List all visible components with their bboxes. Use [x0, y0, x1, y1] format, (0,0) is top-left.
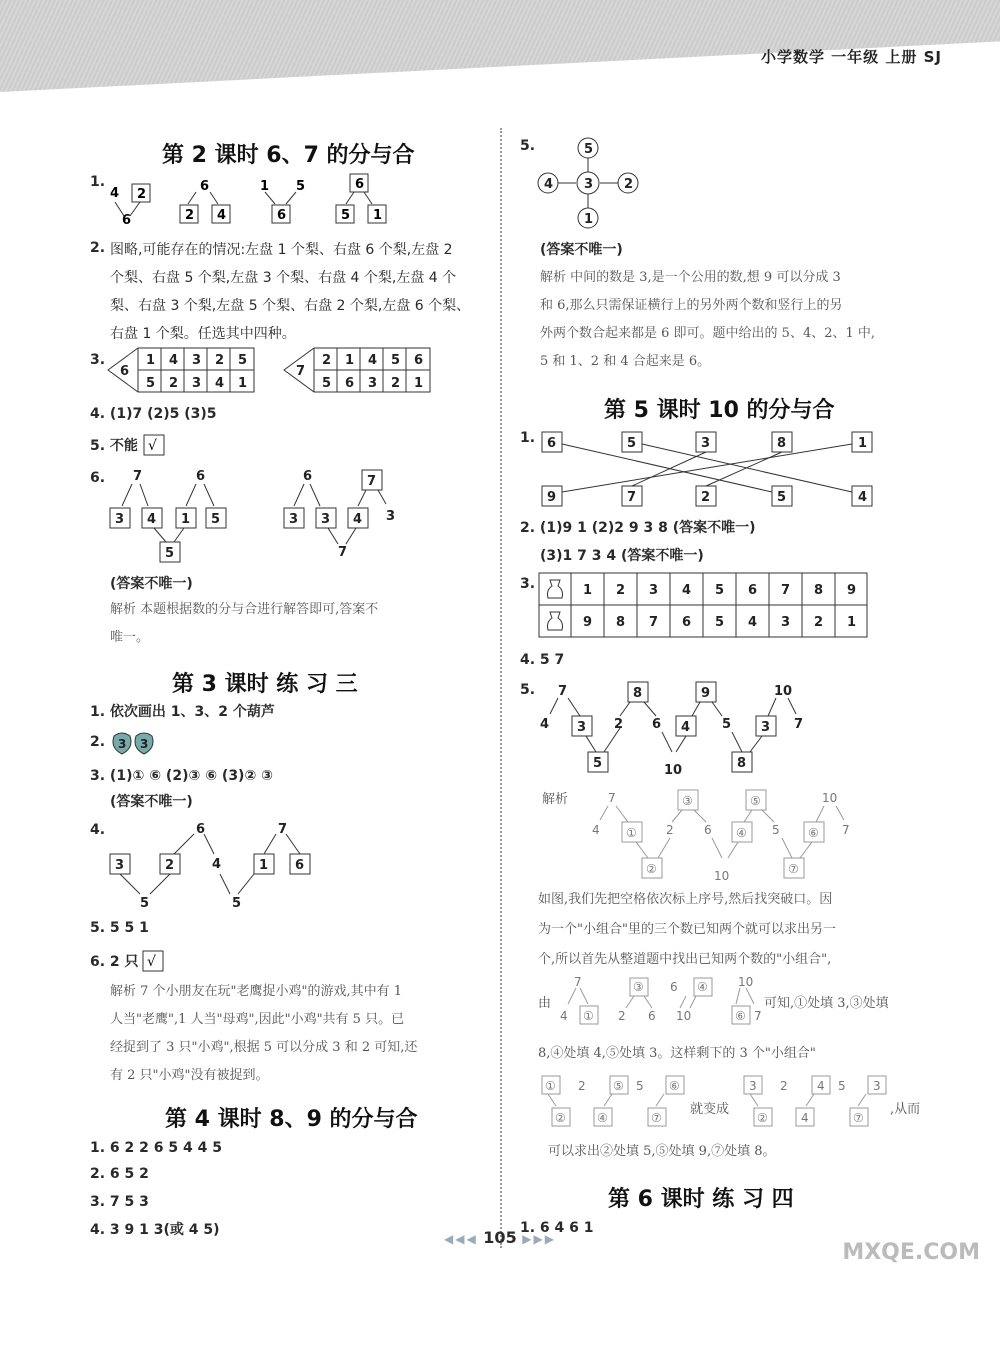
- lesson4-line4: 4. 3 9 1 3(或 4 5): [90, 1222, 220, 1238]
- lesson5-q3-number: 3.: [520, 576, 536, 592]
- svg-text:⑦: ⑦: [788, 862, 799, 876]
- svg-text:5: 5: [584, 142, 594, 157]
- svg-text:6: 6: [345, 376, 355, 391]
- svg-text:5: 5: [593, 756, 603, 771]
- svg-text:2: 2: [215, 353, 225, 368]
- svg-text:10: 10: [774, 684, 793, 699]
- header-text: 小学数学 一年级 上册 SJ: [760, 48, 942, 66]
- lesson5-q3-table: [538, 572, 870, 640]
- svg-text:9: 9: [701, 686, 711, 701]
- svg-text:②: ②: [646, 862, 657, 876]
- page-number: 105: [483, 1228, 517, 1247]
- lesson3-analysis-2: 人当"老鹰",1 人当"母鸡",因此"小鸡"共有 5 只。已: [110, 1012, 405, 1027]
- lesson4-line2: 2. 6 5 2: [90, 1166, 149, 1182]
- svg-text:2: 2: [780, 1079, 788, 1093]
- svg-text:6: 6: [652, 717, 662, 732]
- svg-text:1: 1: [858, 436, 868, 451]
- svg-text:6: 6: [547, 436, 557, 451]
- svg-text:2: 2: [322, 353, 332, 368]
- lesson5-para-3: 个,所以首先从整道题中找出已知两个数的"小组合",: [538, 952, 832, 967]
- svg-text:3: 3: [873, 1079, 881, 1093]
- lesson2-q2-line1: 图略,可能存在的情况:左盘 1 个梨、右盘 6 个梨,左盘 2: [110, 242, 453, 258]
- svg-text:①: ①: [545, 1079, 556, 1093]
- svg-text:8: 8: [737, 756, 747, 771]
- svg-text:7: 7: [842, 823, 850, 837]
- svg-text:1: 1: [414, 376, 424, 391]
- lesson5-mid3: ,从而: [890, 1102, 921, 1117]
- svg-text:5: 5: [722, 717, 732, 732]
- svg-text:③: ③: [633, 980, 644, 994]
- svg-text:3: 3: [118, 737, 127, 751]
- lesson3-q1: 1. 依次画出 1、3、2 个葫芦: [90, 704, 275, 720]
- check-icon-2: [142, 950, 164, 972]
- svg-text:4: 4: [110, 186, 120, 201]
- svg-text:8: 8: [777, 436, 787, 451]
- svg-text:3: 3: [115, 858, 125, 873]
- svg-text:①: ①: [626, 826, 637, 840]
- svg-text:④: ④: [736, 826, 747, 840]
- lesson4-title: 第 4 课时 8、9 的分与合: [165, 1107, 418, 1132]
- lesson2-note: (答案不唯一): [110, 576, 193, 592]
- svg-text:6: 6: [303, 469, 313, 484]
- lesson5-para-1: 如图,我们先把空格依次标上序号,然后找突破口。因: [538, 892, 833, 907]
- svg-text:2: 2: [578, 1079, 586, 1093]
- svg-text:1: 1: [146, 353, 156, 368]
- svg-text:10: 10: [714, 869, 730, 882]
- svg-text:4: 4: [801, 1111, 809, 1125]
- svg-text:③: ③: [682, 794, 693, 808]
- svg-text:10: 10: [738, 975, 754, 989]
- svg-text:5: 5: [777, 490, 787, 505]
- lesson5-q1-matching: [536, 426, 886, 510]
- svg-text:3: 3: [749, 1079, 757, 1093]
- svg-text:4: 4: [858, 490, 868, 505]
- table-cell: 6: [748, 583, 758, 598]
- table-cell: 6: [682, 615, 692, 630]
- svg-text:⑤: ⑤: [613, 1079, 624, 1093]
- svg-text:⑥: ⑥: [735, 1009, 746, 1023]
- lesson2-analysis-1: 解析 本题根据数的分与合进行解答即可,答案不: [110, 602, 379, 617]
- check-icon: [143, 434, 165, 456]
- remaining-groups-after: [740, 1072, 890, 1134]
- watermark: MXQE.COM: [842, 1240, 980, 1265]
- svg-text:7: 7: [608, 791, 616, 805]
- svg-text:7: 7: [133, 469, 143, 484]
- svg-text:1: 1: [584, 212, 594, 227]
- svg-text:3: 3: [701, 436, 711, 451]
- table-cell: 8: [814, 583, 824, 598]
- lesson4-line3: 3. 7 5 3: [90, 1194, 149, 1210]
- svg-text:5: 5: [322, 376, 332, 391]
- svg-text:10: 10: [822, 791, 838, 805]
- table-cell: 9: [847, 583, 857, 598]
- svg-text:5: 5: [772, 823, 780, 837]
- lesson5-para-4: 由: [538, 996, 552, 1011]
- next-arrows-icon: ▶▶▶: [522, 1232, 556, 1246]
- svg-text:7: 7: [278, 822, 288, 837]
- lesson5-para-2: 为一个"小组合"里的三个数已知两个就可以求出另一: [538, 922, 836, 937]
- lesson5-q5-diagram: [536, 678, 826, 776]
- svg-text:6: 6: [355, 177, 365, 192]
- table-cell: 5: [715, 615, 725, 630]
- svg-text:6: 6: [295, 858, 305, 873]
- svg-text:7: 7: [296, 364, 306, 379]
- svg-text:10: 10: [676, 1009, 692, 1023]
- lesson5-q5-number: 5.: [520, 682, 536, 698]
- svg-text:2: 2: [614, 717, 624, 732]
- svg-text:6: 6: [414, 353, 424, 368]
- column-divider: [500, 128, 502, 1248]
- svg-text:2: 2: [169, 376, 179, 391]
- right-analysis-3: 外两个数合起来都是 6 即可。题中给出的 5、4、2、1 中,: [540, 326, 876, 341]
- svg-text:⑥: ⑥: [669, 1079, 680, 1093]
- lesson3-q6: 6. 2 只: [90, 954, 139, 970]
- lesson2-q3-houses: [104, 346, 444, 396]
- svg-text:8: 8: [633, 686, 643, 701]
- table-cell: 5: [715, 583, 725, 598]
- q3-number: 3.: [90, 352, 106, 368]
- svg-text:5: 5: [232, 896, 242, 910]
- lesson3-note: (答案不唯一): [110, 794, 193, 810]
- svg-text:7: 7: [794, 717, 804, 732]
- svg-text:3: 3: [321, 512, 331, 527]
- strawberry-icon: [110, 728, 162, 756]
- remaining-groups-before: [538, 1072, 688, 1134]
- table-cell: 4: [748, 615, 758, 630]
- lesson3-q4-number: 4.: [90, 822, 106, 838]
- svg-text:3: 3: [577, 720, 587, 735]
- lesson5-analysis-diagram: [586, 786, 876, 882]
- svg-text:1: 1: [181, 512, 191, 527]
- q2-number: 2.: [90, 240, 106, 256]
- svg-text:6: 6: [200, 179, 210, 194]
- table-cell: 4: [682, 583, 692, 598]
- svg-text:5: 5: [165, 546, 175, 561]
- svg-text:5: 5: [238, 353, 248, 368]
- right-note: (答案不唯一): [540, 242, 623, 258]
- svg-text:9: 9: [547, 490, 557, 505]
- table-cell: 2: [814, 615, 824, 630]
- svg-text:3: 3: [192, 376, 202, 391]
- svg-text:4: 4: [212, 857, 222, 872]
- svg-text:6: 6: [670, 980, 678, 994]
- lesson5-title: 第 5 课时 10 的分与合: [604, 398, 835, 423]
- svg-text:5: 5: [140, 896, 150, 910]
- svg-text:7: 7: [558, 684, 568, 699]
- svg-text:5: 5: [391, 353, 401, 368]
- svg-text:4: 4: [540, 717, 550, 732]
- small-combinations: [556, 974, 772, 1032]
- svg-text:4: 4: [217, 208, 227, 223]
- lesson3-title: 第 3 课时 练 习 三: [172, 672, 358, 697]
- lesson3-analysis-4: 有 2 只"小鸡"没有被捉到。: [110, 1068, 269, 1083]
- table-cell: 3: [649, 583, 659, 598]
- svg-text:2: 2: [165, 858, 175, 873]
- table-cell: 9: [583, 615, 593, 630]
- lesson5-mid1: 可知,①处填 3,③处填: [764, 996, 889, 1011]
- lesson5-para-5: 8,④处填 4,⑤处填 3。这样剩下的 3 个"小组合": [538, 1046, 816, 1061]
- svg-text:②: ②: [555, 1111, 566, 1125]
- table-cell: 7: [649, 615, 659, 630]
- table-cell: 7: [781, 583, 791, 598]
- svg-text:7: 7: [574, 975, 582, 989]
- svg-text:4: 4: [169, 353, 179, 368]
- lesson3-q4-diagram: [104, 818, 334, 910]
- svg-text:⑦: ⑦: [651, 1111, 662, 1125]
- table-cell: 3: [781, 615, 791, 630]
- lesson5-q1-number: 1.: [520, 430, 536, 446]
- svg-text:⑦: ⑦: [853, 1111, 864, 1125]
- svg-text:7: 7: [367, 474, 377, 489]
- svg-text:⑥: ⑥: [808, 826, 819, 840]
- svg-text:3: 3: [584, 177, 594, 192]
- svg-text:√: √: [147, 954, 156, 970]
- lesson6-line: 1. 6 4 6 1: [520, 1220, 594, 1236]
- table-cell: 8: [616, 615, 626, 630]
- lesson2-q2-line4: 右盘 1 个梨。任选其中四种。: [110, 326, 296, 342]
- svg-text:3: 3: [761, 720, 771, 735]
- svg-text:5: 5: [838, 1079, 846, 1093]
- lesson2-analysis-2: 唯一。: [110, 630, 150, 645]
- svg-text:4: 4: [544, 177, 554, 192]
- lesson2-q1-diagram: [100, 172, 400, 230]
- prev-arrows-icon: ◀◀◀: [444, 1232, 478, 1246]
- svg-text:6: 6: [704, 823, 712, 837]
- svg-text:2: 2: [666, 823, 674, 837]
- lesson2-q4: 4. (1)7 (2)5 (3)5: [90, 406, 217, 422]
- svg-text:6: 6: [196, 469, 206, 484]
- lesson3-q2-number: 2.: [90, 734, 106, 750]
- table-cell: 1: [583, 583, 593, 598]
- svg-text:3: 3: [289, 512, 299, 527]
- lesson5-q2b: (3)1 7 3 4 (答案不唯一): [540, 548, 704, 564]
- lesson6-title: 第 6 课时 练 习 四: [608, 1187, 794, 1212]
- svg-text:5: 5: [627, 436, 637, 451]
- svg-text:6: 6: [277, 208, 287, 223]
- cross-diagram: [536, 136, 640, 232]
- svg-text:6: 6: [120, 364, 130, 379]
- svg-text:②: ②: [757, 1111, 768, 1125]
- svg-text:2: 2: [137, 187, 147, 202]
- svg-text:1: 1: [238, 376, 248, 391]
- svg-text:4: 4: [147, 512, 157, 527]
- svg-text:√: √: [148, 438, 157, 454]
- right-q5-number: 5.: [520, 138, 536, 154]
- lesson5-mid2: 就变成: [690, 1102, 730, 1117]
- table-cell: 2: [616, 583, 626, 598]
- table-cell: 1: [847, 615, 857, 630]
- lesson5-q2a: 2. (1)9 1 (2)2 9 3 8 (答案不唯一): [520, 520, 756, 536]
- svg-text:3: 3: [192, 353, 202, 368]
- svg-text:7: 7: [338, 545, 348, 560]
- svg-text:5: 5: [636, 1079, 644, 1093]
- svg-text:1: 1: [345, 353, 355, 368]
- svg-text:5: 5: [146, 376, 156, 391]
- lesson2-q2-line3: 梨、右盘 3 个梨,左盘 5 个梨、右盘 2 个梨,左盘 6 个梨、: [110, 298, 471, 314]
- right-analysis-4: 5 和 1、2 和 4 合起来是 6。: [540, 354, 711, 369]
- svg-text:1: 1: [260, 179, 270, 194]
- svg-text:10: 10: [664, 763, 683, 776]
- svg-text:④: ④: [597, 1111, 608, 1125]
- q1-number: 1.: [90, 174, 106, 190]
- q6-number: 6.: [90, 470, 106, 486]
- svg-text:7: 7: [627, 490, 637, 505]
- svg-text:6: 6: [648, 1009, 656, 1023]
- lesson2-q6-diagram: [100, 468, 420, 568]
- svg-text:4: 4: [215, 376, 225, 391]
- svg-text:4: 4: [353, 512, 363, 527]
- right-analysis-1: 解析 中间的数是 3,是一个公用的数,想 9 可以分成 3: [540, 270, 841, 285]
- svg-text:6: 6: [122, 213, 132, 228]
- svg-text:3: 3: [368, 376, 378, 391]
- svg-text:④: ④: [697, 980, 708, 994]
- svg-text:⑤: ⑤: [750, 794, 761, 808]
- svg-text:3: 3: [115, 512, 125, 527]
- lesson3-analysis-3: 经捉到了 3 只"小鸡",根据 5 可以分成 3 和 2 可知,还: [110, 1040, 418, 1055]
- svg-text:①: ①: [583, 1009, 594, 1023]
- svg-text:5: 5: [211, 512, 221, 527]
- svg-text:4: 4: [817, 1079, 825, 1093]
- svg-text:2: 2: [624, 177, 634, 192]
- svg-text:5: 5: [341, 208, 351, 223]
- lesson2-q5: 5. 不能: [90, 438, 138, 454]
- svg-text:1: 1: [259, 858, 269, 873]
- svg-text:4: 4: [560, 1009, 568, 1023]
- svg-text:7: 7: [754, 1009, 762, 1023]
- lesson2-q2-line2: 个梨、右盘 5 个梨,左盘 3 个梨、右盘 4 个梨,左盘 4 个: [110, 270, 457, 286]
- svg-text:6: 6: [196, 822, 206, 837]
- lesson4-line1: 1. 6 2 2 6 5 4 4 5: [90, 1140, 222, 1156]
- svg-text:3: 3: [386, 509, 396, 524]
- lesson5-para-6: 可以求出②处填 5,⑤处填 9,⑦处填 8。: [548, 1144, 776, 1159]
- svg-text:2: 2: [618, 1009, 626, 1023]
- svg-text:4: 4: [368, 353, 378, 368]
- svg-text:5: 5: [296, 179, 306, 194]
- svg-text:2: 2: [391, 376, 401, 391]
- svg-text:2: 2: [701, 490, 711, 505]
- lesson3-q3: 3. (1)① ⑥ (2)③ ⑥ (3)② ③: [90, 768, 274, 784]
- lesson3-q5: 5. 5 5 1: [90, 920, 149, 936]
- svg-text:4: 4: [592, 823, 600, 837]
- lesson2-title: 第 2 课时 6、7 的分与合: [162, 143, 415, 168]
- lesson5-analysis-label: 解析: [542, 792, 569, 807]
- svg-text:3: 3: [140, 737, 149, 751]
- lesson5-q4: 4. 5 7: [520, 652, 565, 668]
- lesson3-analysis-1: 解析 7 个小朋友在玩"老鹰捉小鸡"的游戏,其中有 1: [110, 984, 403, 999]
- svg-text:1: 1: [373, 208, 383, 223]
- svg-text:4: 4: [681, 720, 691, 735]
- right-analysis-2: 和 6,那么只需保证横行上的另外两个数和竖行上的另: [540, 298, 843, 313]
- svg-text:2: 2: [185, 208, 195, 223]
